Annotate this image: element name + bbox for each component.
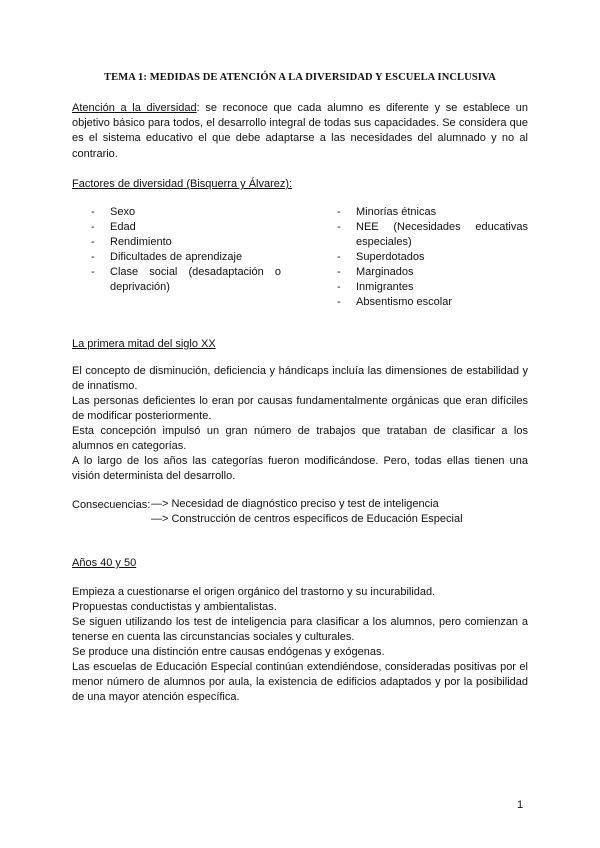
list-item: - Absentismo escolar <box>337 295 528 310</box>
consequence-1: —> Necesidad de diagnóstico preciso y test de inteligencia <box>151 498 439 510</box>
factors-list-left <box>91 205 281 295</box>
section2-heading: Años 40 y 50 <box>72 557 137 569</box>
section2-paragraph-2: Propuestas conductistas y ambientalistas. <box>72 601 277 613</box>
intro-text: : se reconoce que cada alumno es diferente y se establece un objetivo básico para todos, el desarrollo integral de todas sus capacidades. Se considera que es el sistema educativo el que debe adaptarse a las necesidades del alumnado y no al contrario. <box>72 102 528 160</box>
section2-paragraph-4: Se produce una distinción entre causas endógenas y exógenas. <box>72 646 385 658</box>
list-item: - Edad <box>91 220 281 235</box>
section1-paragraph-3: Esta concepción impulsó un gran número de trabajos que trataban de clasificar a los alumnos en categorías. <box>72 425 528 453</box>
section1-paragraph-2: Las personas deficientes lo eran por causas fundamentalmente orgánicas que eran difíciles de modificar posteriormente. <box>72 395 528 423</box>
list-item: - Inmigrantes <box>337 280 528 295</box>
intro-paragraph <box>72 101 528 162</box>
section1-paragraph-4: A lo largo de los años las categorías fueron modificándose. Pero, todas ellas tienen una visión determinista del desarrollo. <box>72 455 528 483</box>
section2-paragraph-3: Se siguen utilizando los test de inteligencia para clasificar a los alumnos, pero comienzan a tenerse en cuenta las circunstancias sociales y culturales. <box>72 616 528 644</box>
list-item: - Marginados <box>337 265 528 280</box>
list-item: - Dificultades de aprendizaje <box>91 250 281 265</box>
document-title: TEMA 1: MEDIDAS DE ATENCIÓN A LA DIVERSIDAD Y ESCUELA INCLUSIVA <box>104 72 496 83</box>
section2-paragraph-5: Las escuelas de Educación Especial continúan extendiéndose, consideradas positivas por el menor número de alumnos por aula, la existencia de edificios adaptados y por la posibilidad de una mayor atención específica. <box>72 661 528 704</box>
list-item: - Superdotados <box>337 250 528 265</box>
factors-heading: Factores de diversidad (Bisquerra y Álvarez): <box>72 178 293 190</box>
intro-term: Atención a la diversidad <box>72 102 197 114</box>
list-item: - Sexo <box>91 205 281 220</box>
list-item: - Minorías étnicas <box>337 205 528 220</box>
consequence-2: —> Construcción de centros específicos de Educación Especial <box>151 513 463 525</box>
section1-paragraph-1: El concepto de disminución, deficiencia y hándicaps incluía las dimensiones de estabilidad y de innatismo. <box>72 365 528 393</box>
section1-heading: La primera mitad del siglo XX <box>72 338 216 350</box>
section2-paragraph-1: Empieza a cuestionarse el origen orgánico del trastorno y su incurabilidad. <box>72 586 436 598</box>
list-item: - NEE (Necesidades educativas especiales) <box>337 220 528 250</box>
page-number: 1 <box>517 799 524 811</box>
consequences-label: Consecuencias: <box>72 499 151 511</box>
factors-list-right <box>337 205 528 310</box>
list-item: - Rendimiento <box>91 235 281 250</box>
list-item: - Clase social (desadaptación o deprivación) <box>91 265 281 295</box>
